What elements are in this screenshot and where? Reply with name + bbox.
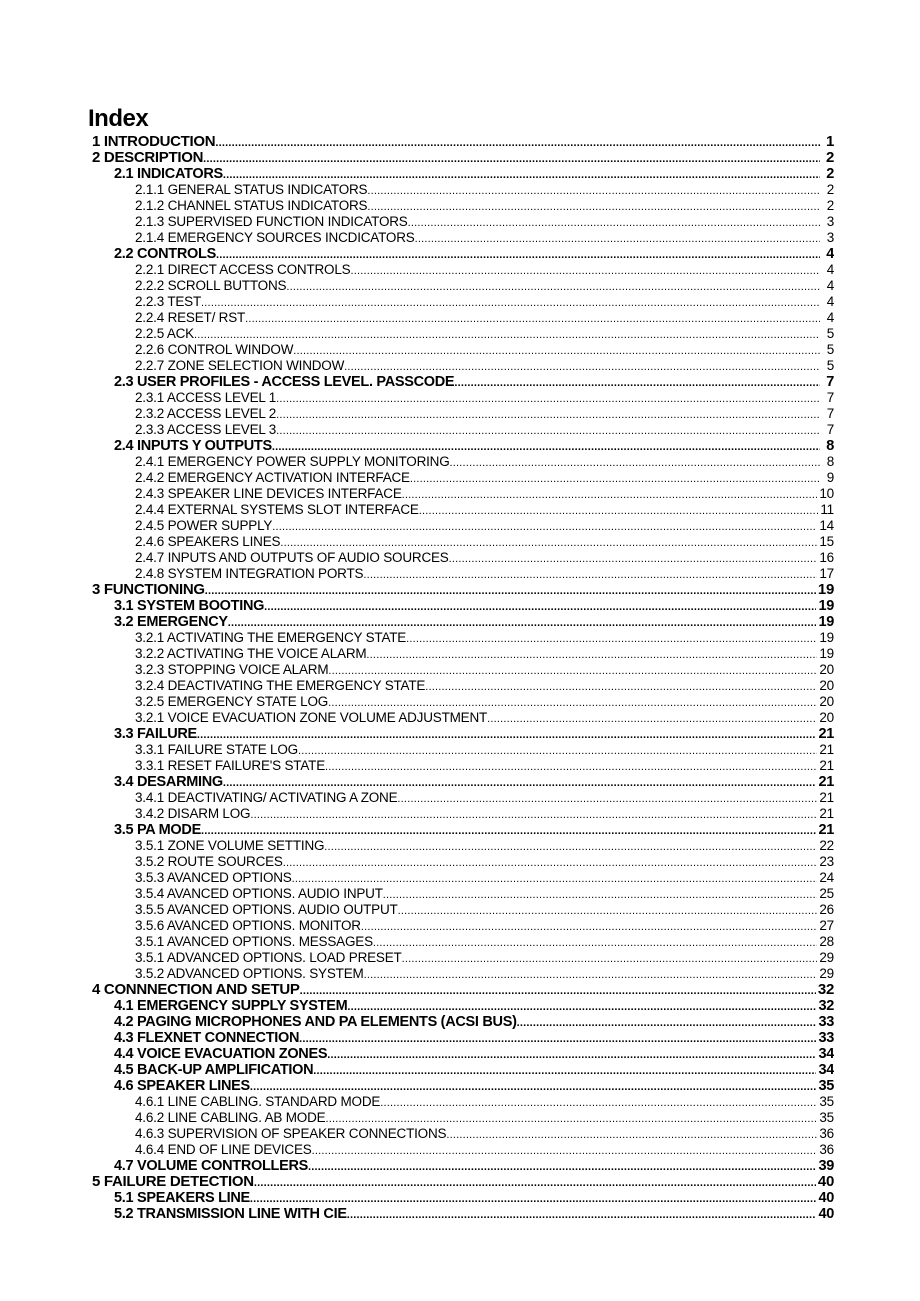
- toc-entry-page-number: 19: [818, 598, 834, 614]
- toc-entry-level-3[interactable]: [92, 710, 834, 726]
- toc-entry-page-number: 36: [819, 1142, 834, 1157]
- toc-entry-level-2[interactable]: [92, 246, 834, 262]
- dot-leader: [272, 519, 817, 534]
- toc-entry-page-number: 21: [818, 774, 834, 790]
- toc-entry-page-number: 34: [818, 1046, 834, 1062]
- toc-entry-page-number: 33: [818, 1014, 834, 1030]
- toc-entry-level-3[interactable]: [92, 230, 834, 246]
- toc-entry-label: 3.5.1 ZONE VOLUME SETTING: [135, 838, 325, 853]
- dot-leader: [298, 743, 817, 758]
- toc-entry-label: 2.4.6 SPEAKERS LINES: [135, 534, 281, 549]
- dot-leader: [366, 647, 817, 662]
- toc-entry-page-number: 21: [819, 742, 834, 757]
- toc-entry-level-3[interactable]: [92, 294, 834, 310]
- dot-leader: [280, 535, 817, 550]
- dot-leader: [415, 231, 820, 246]
- toc-entry-page-number: 7: [826, 390, 834, 405]
- dot-leader: [276, 423, 820, 438]
- dot-leader: [364, 967, 818, 982]
- toc-entry-level-3[interactable]: [92, 182, 834, 198]
- toc-entry-label: 2.4.7 INPUTS AND OUTPUTS OF AUDIO SOURCES: [135, 550, 449, 565]
- toc-entry-level-3[interactable]: [92, 950, 834, 966]
- toc-entry-level-3[interactable]: [92, 758, 834, 774]
- toc-entry-level-3[interactable]: [92, 886, 834, 902]
- toc-entry-page-number: 24: [819, 870, 834, 885]
- toc-entry-label: 2.2.4 RESET/ RST: [135, 310, 246, 325]
- toc-entry-label: 3.3.1 FAILURE STATE LOG: [135, 742, 298, 757]
- toc-entry-label: 3.2.1 ACTIVATING THE EMERGENCY STATE: [135, 630, 407, 645]
- toc-entry-level-3[interactable]: [92, 1110, 834, 1126]
- dot-leader: [308, 1159, 816, 1174]
- toc-entry-label: 3.2.1 VOICE EVACUATION ZONE VOLUME ADJUSTMENT: [135, 710, 488, 725]
- toc-entry-page-number: 34: [818, 1062, 834, 1078]
- toc-entry-page-number: 40: [818, 1190, 834, 1206]
- toc-entry-page-number: 7: [826, 422, 834, 437]
- dot-leader: [201, 295, 820, 310]
- toc-entry-page-number: 28: [819, 934, 834, 949]
- dot-leader: [325, 1111, 817, 1126]
- dot-leader: [328, 663, 817, 678]
- toc-entry-page-number: 21: [819, 758, 834, 773]
- toc-entry-label: 4.6.4 END OF LINE DEVICES: [135, 1142, 312, 1157]
- toc-entry-label: 3.4.2 DISARM LOG: [135, 806, 251, 821]
- toc-entry-label: 4.3 FLEXNET CONNECTION: [114, 1030, 300, 1046]
- toc-entry-label: 4 CONNNECTION AND SETUP: [92, 982, 300, 998]
- toc-entry-level-3[interactable]: [92, 262, 834, 278]
- toc-entry-level-3[interactable]: [92, 806, 834, 822]
- dot-leader: [324, 839, 817, 854]
- dot-leader: [283, 855, 818, 870]
- toc-entry-page-number: 40: [817, 1174, 834, 1190]
- toc-entry-level-2[interactable]: [92, 598, 834, 614]
- toc-entry-page-number: 2: [826, 198, 834, 213]
- dot-leader: [406, 631, 817, 646]
- toc-entry-label: 2.4.8 SYSTEM INTEGRATION PORTS: [135, 566, 364, 581]
- dot-leader: [373, 935, 818, 950]
- toc-entry-label: 2.1 INDICATORS: [114, 166, 223, 182]
- toc-entry-level-3[interactable]: [92, 918, 834, 934]
- toc-entry-page-number: 16: [819, 550, 834, 565]
- toc-entry-level-3[interactable]: [92, 1094, 834, 1110]
- toc-entry-label: 3.5.4 AVANCED OPTIONS. AUDIO INPUT: [135, 886, 383, 901]
- toc-entry-level-3[interactable]: [92, 1126, 834, 1142]
- toc-entry-level-3[interactable]: [92, 1142, 834, 1158]
- toc-entry-label: 4.6.3 SUPERVISION OF SPEAKER CONNECTIONS: [135, 1126, 447, 1141]
- toc-entry-level-1[interactable]: [92, 1174, 834, 1190]
- toc-entry-label: 5 FAILURE DETECTION: [92, 1174, 254, 1190]
- toc-entry-label: 3.4.1 DEACTIVATING/ ACTIVATING A ZONE: [135, 790, 398, 805]
- toc-entry-page-number: 29: [819, 966, 834, 981]
- toc-entry-level-3[interactable]: [92, 518, 834, 534]
- toc-entry-level-2[interactable]: [92, 774, 834, 790]
- toc-entry-level-3[interactable]: [92, 742, 834, 758]
- toc-entry-label: 2.3 USER PROFILES - ACCESS LEVEL. PASSCODE: [114, 374, 455, 390]
- dot-leader: [402, 951, 818, 966]
- toc-entry-level-3[interactable]: [92, 390, 834, 406]
- toc-entry-label: 2.4 INPUTS Y OUTPUTS: [114, 438, 272, 454]
- toc-entry-label: 4.7 VOLUME CONTROLLERS: [114, 1158, 309, 1174]
- toc-entry-label: 3.2.3 STOPPING VOICE ALARM: [135, 662, 329, 677]
- toc-entry-level-3[interactable]: [92, 694, 834, 710]
- toc-entry-level-2[interactable]: [92, 1158, 834, 1174]
- toc-entry-level-2[interactable]: [92, 1078, 834, 1094]
- toc-entry-label: 2.2.6 CONTROL WINDOW: [135, 342, 294, 357]
- toc-entry-level-2[interactable]: [92, 1030, 834, 1046]
- toc-entry-level-3[interactable]: [92, 934, 834, 950]
- dot-leader: [446, 1127, 817, 1142]
- dot-leader: [425, 679, 817, 694]
- toc-entry-level-3[interactable]: [92, 486, 834, 502]
- toc-entry-page-number: 35: [819, 1110, 834, 1125]
- toc-entry-label: 2.1.1 GENERAL STATUS INDICATORS: [135, 182, 368, 197]
- toc-entry-page-number: 9: [826, 470, 834, 485]
- dot-leader: [517, 1015, 817, 1030]
- toc-entry-level-3[interactable]: [92, 790, 834, 806]
- toc-entry-level-3[interactable]: [92, 502, 834, 518]
- toc-entry-label: 3.5.2 ADVANCED OPTIONS. SYSTEM: [135, 966, 364, 981]
- toc-entry-label: 4.6.2 LINE CABLING. AB MODE: [135, 1110, 326, 1125]
- toc-entry-label: 3.2.5 EMERGENCY STATE LOG: [135, 694, 329, 709]
- toc-entry-page-number: 3: [826, 214, 834, 229]
- dot-leader: [312, 1143, 818, 1158]
- toc-entry-page-number: 14: [819, 518, 834, 533]
- toc-entry-label: 2.3.3 ACCESS LEVEL 3: [135, 422, 277, 437]
- dot-leader: [194, 327, 820, 342]
- toc-entry-level-3[interactable]: [92, 214, 834, 230]
- dot-leader: [487, 711, 817, 726]
- toc-entry-page-number: 7: [826, 406, 834, 421]
- toc-entry-label: 2 DESCRIPTION: [92, 150, 204, 166]
- toc-entry-page-number: 22: [819, 838, 834, 853]
- toc-entry-page-number: 36: [819, 1126, 834, 1141]
- dot-leader: [250, 1191, 817, 1206]
- toc-entry-page-number: 27: [819, 918, 834, 933]
- toc-entry-page-number: 5: [826, 342, 834, 357]
- toc-entry-page-number: 4: [826, 262, 834, 277]
- toc-entry-label: 2.2.1 DIRECT ACCESS CONTROLS: [135, 262, 351, 277]
- dot-leader: [410, 471, 820, 486]
- toc-entry-level-3[interactable]: [92, 534, 834, 550]
- toc-entry-level-2[interactable]: [92, 614, 834, 630]
- toc-entry-label: 4.2 PAGING MICROPHONES AND PA ELEMENTS (ACSI BUS): [114, 1014, 517, 1030]
- toc-entry-page-number: 17: [819, 566, 834, 581]
- toc-entry-page-number: 20: [819, 710, 834, 725]
- toc-entry-page-number: 32: [817, 982, 834, 998]
- toc-entry-level-3[interactable]: [92, 470, 834, 486]
- toc-entry-page-number: 4: [826, 278, 834, 293]
- toc-entry-page-number: 4: [826, 310, 834, 325]
- dot-leader: [286, 279, 820, 294]
- toc-entry-label: 5.1 SPEAKERS LINE: [114, 1190, 250, 1206]
- toc-entry-level-3[interactable]: [92, 326, 834, 342]
- dot-leader: [272, 439, 820, 454]
- toc-entry-page-number: 2: [826, 166, 834, 182]
- toc-entry-page-number: 26: [819, 902, 834, 917]
- toc-entry-level-2[interactable]: [92, 998, 834, 1014]
- toc-entry-page-number: 23: [819, 854, 834, 869]
- toc-entry-level-3[interactable]: [92, 854, 834, 870]
- toc-entry-level-3[interactable]: [92, 870, 834, 886]
- toc-entry-level-3[interactable]: [92, 902, 834, 918]
- toc-entry-label: 3.1 SYSTEM BOOTING: [114, 598, 265, 614]
- dot-leader: [350, 263, 820, 278]
- toc-entry-level-1[interactable]: [92, 134, 834, 150]
- dot-leader: [347, 1207, 817, 1222]
- dot-leader: [197, 727, 817, 742]
- toc-entry-level-1[interactable]: [92, 150, 834, 166]
- toc-entry-page-number: 21: [818, 726, 834, 742]
- toc-entry-label: 3.5.6 AVANCED OPTIONS. MONITOR: [135, 918, 361, 933]
- toc-entry-label: 3.5.3 AVANCED OPTIONS: [135, 870, 292, 885]
- toc-entry-level-2[interactable]: [92, 1014, 834, 1030]
- dot-leader: [450, 455, 820, 470]
- toc-entry-label: 2.2.7 ZONE SELECTION WINDOW: [135, 358, 345, 373]
- toc-entry-page-number: 21: [818, 822, 834, 838]
- table-of-contents: [92, 134, 834, 1222]
- toc-entry-page-number: 15: [819, 534, 834, 549]
- dot-leader: [293, 343, 820, 358]
- toc-entry-label: 2.4.4 EXTERNAL SYSTEMS SLOT INTERFACE: [135, 502, 419, 517]
- toc-entry-level-1[interactable]: [92, 982, 834, 998]
- toc-entry-page-number: 19: [819, 646, 834, 661]
- dot-leader: [367, 183, 820, 198]
- toc-entry-level-3[interactable]: [92, 198, 834, 214]
- toc-entry-level-3[interactable]: [92, 550, 834, 566]
- toc-entry-level-3[interactable]: [92, 422, 834, 438]
- toc-entry-level-3[interactable]: [92, 838, 834, 854]
- dot-leader: [276, 407, 820, 422]
- toc-entry-level-2[interactable]: [92, 1190, 834, 1206]
- toc-entry-page-number: 35: [819, 1094, 834, 1109]
- toc-entry-label: 2.3.1 ACCESS LEVEL 1: [135, 390, 277, 405]
- toc-entry-page-number: 2: [826, 182, 834, 197]
- toc-entry-label: 2.1.2 CHANNEL STATUS INDICATORS: [135, 198, 368, 213]
- toc-entry-label: 2.4.2 EMERGENCY ACTIVATION INTERFACE: [135, 470, 410, 485]
- page-title: Index: [88, 105, 149, 132]
- toc-entry-label: 3.5 PA MODE: [114, 822, 201, 838]
- dot-leader: [250, 807, 817, 822]
- dot-leader: [223, 775, 817, 790]
- toc-entry-level-3[interactable]: [92, 342, 834, 358]
- dot-leader: [454, 375, 820, 390]
- toc-entry-page-number: 20: [819, 678, 834, 693]
- dot-leader: [201, 823, 817, 838]
- toc-entry-level-1[interactable]: [92, 582, 834, 598]
- toc-entry-label: 2.3.2 ACCESS LEVEL 2: [135, 406, 277, 421]
- toc-entry-label: 2.2.3 TEST: [135, 294, 202, 309]
- dot-leader: [300, 983, 816, 998]
- toc-entry-label: 4.1 EMERGENCY SUPPLY SYSTEM: [114, 998, 348, 1014]
- toc-entry-label: 3.5.1 ADVANCED OPTIONS. LOAD PRESET: [135, 950, 402, 965]
- dot-leader: [205, 583, 816, 598]
- dot-leader: [228, 615, 817, 630]
- dot-leader: [292, 871, 818, 886]
- dot-leader: [313, 1063, 816, 1078]
- toc-entry-level-3[interactable]: [92, 662, 834, 678]
- toc-entry-level-2[interactable]: [92, 822, 834, 838]
- dot-leader: [299, 1031, 816, 1046]
- toc-entry-page-number: 20: [819, 662, 834, 677]
- toc-entry-label: 3.3.1 RESET FAILURE'S STATE: [135, 758, 325, 773]
- toc-entry-label: 3.2.2 ACTIVATING THE VOICE ALARM: [135, 646, 367, 661]
- toc-entry-label: 2.2.5 ACK: [135, 326, 194, 341]
- toc-entry-label: 3.2.4 DEACTIVATING THE EMERGENCY STATE: [135, 678, 426, 693]
- toc-entry-label: 4.6 SPEAKER LINES: [114, 1078, 250, 1094]
- dot-leader: [347, 999, 816, 1014]
- dot-leader: [361, 919, 818, 934]
- dot-leader: [254, 1175, 816, 1190]
- toc-entry-level-3[interactable]: [92, 310, 834, 326]
- toc-entry-page-number: 21: [819, 790, 834, 805]
- toc-entry-page-number: 8: [826, 438, 834, 454]
- toc-entry-label: 2.2.2 SCROLL BUTTONS: [135, 278, 287, 293]
- toc-entry-level-2[interactable]: [92, 1046, 834, 1062]
- toc-entry-label: 2.1.3 SUPERVISED FUNCTION INDICATORS: [135, 214, 408, 229]
- dot-leader: [344, 359, 820, 374]
- dot-leader: [363, 567, 817, 582]
- toc-entry-page-number: 8: [826, 454, 834, 469]
- dot-leader: [397, 791, 817, 806]
- toc-entry-label: 2.4.1 EMERGENCY POWER SUPPLY MONITORING: [135, 454, 450, 469]
- dot-leader: [250, 1079, 817, 1094]
- toc-entry-level-3[interactable]: [92, 566, 834, 582]
- toc-entry-level-2[interactable]: [92, 166, 834, 182]
- toc-entry-label: 4.4 VOICE EVACUATION ZONES: [114, 1046, 328, 1062]
- toc-entry-page-number: 10: [819, 486, 834, 501]
- dot-leader: [328, 695, 817, 710]
- toc-entry-label: 3.5.5 AVANCED OPTIONS. AUDIO OUTPUT: [135, 902, 398, 917]
- toc-entry-page-number: 20: [819, 694, 834, 709]
- toc-entry-level-3[interactable]: [92, 678, 834, 694]
- toc-entry-page-number: 11: [820, 502, 834, 517]
- toc-entry-level-3[interactable]: [92, 406, 834, 422]
- toc-entry-label: 3.3 FAILURE: [114, 726, 197, 742]
- toc-entry-page-number: 19: [819, 630, 834, 645]
- dot-leader: [398, 903, 818, 918]
- toc-entry-label: 1 INTRODUCTION: [92, 134, 216, 150]
- toc-entry-level-3[interactable]: [92, 966, 834, 982]
- dot-leader: [215, 135, 820, 150]
- toc-entry-label: 3 FUNCTIONING: [92, 582, 205, 598]
- dot-leader: [367, 199, 820, 214]
- dot-leader: [408, 215, 820, 230]
- dot-leader: [203, 151, 820, 166]
- toc-entry-level-2[interactable]: [92, 1062, 834, 1078]
- dot-leader: [327, 1047, 816, 1062]
- toc-entry-label: 2.4.3 SPEAKER LINE DEVICES INTERFACE: [135, 486, 402, 501]
- toc-entry-page-number: 29: [819, 950, 834, 965]
- toc-entry-level-3[interactable]: [92, 454, 834, 470]
- toc-entry-level-2[interactable]: [92, 438, 834, 454]
- toc-entry-page-number: 40: [818, 1206, 834, 1222]
- dot-leader: [264, 599, 816, 614]
- dot-leader: [383, 887, 818, 902]
- toc-entry-page-number: 19: [818, 614, 834, 630]
- toc-entry-page-number: 7: [826, 374, 834, 390]
- toc-entry-page-number: 1: [825, 134, 834, 150]
- toc-entry-label: 5.2 TRANSMISSION LINE WITH CIE: [114, 1206, 347, 1222]
- toc-entry-level-3[interactable]: [92, 278, 834, 294]
- toc-entry-label: 3.5.1 AVANCED OPTIONS. MESSAGES: [135, 934, 373, 949]
- dot-leader: [216, 247, 820, 262]
- toc-entry-page-number: 25: [819, 886, 834, 901]
- dot-leader: [419, 503, 819, 518]
- toc-entry-level-2[interactable]: [92, 726, 834, 742]
- toc-entry-level-3[interactable]: [92, 646, 834, 662]
- toc-entry-label: 3.2 EMERGENCY: [114, 614, 228, 630]
- toc-entry-page-number: 5: [826, 326, 834, 341]
- dot-leader: [245, 311, 820, 326]
- toc-entry-page-number: 4: [826, 246, 834, 262]
- toc-entry-page-number: 21: [819, 806, 834, 821]
- toc-entry-page-number: 3: [826, 230, 834, 245]
- toc-entry-label: 2.1.4 EMERGENCY SOURCES INCDICATORS: [135, 230, 415, 245]
- dot-leader: [325, 759, 817, 774]
- toc-entry-page-number: 35: [818, 1078, 834, 1094]
- toc-entry-level-3[interactable]: [92, 630, 834, 646]
- toc-entry-label: 4.6.1 LINE CABLING. STANDARD MODE: [135, 1094, 381, 1109]
- toc-entry-page-number: 39: [818, 1158, 834, 1174]
- toc-entry-label: 2.2 CONTROLS: [114, 246, 216, 262]
- toc-entry-level-2[interactable]: [92, 1206, 834, 1222]
- dot-leader: [380, 1095, 817, 1110]
- toc-entry-page-number: 4: [826, 294, 834, 309]
- toc-entry-page-number: 2: [825, 150, 834, 166]
- toc-entry-level-3[interactable]: [92, 358, 834, 374]
- toc-entry-label: 4.5 BACK-UP AMPLIFICATION: [114, 1062, 314, 1078]
- dot-leader: [223, 167, 820, 182]
- toc-entry-page-number: 19: [817, 582, 834, 598]
- toc-entry-level-2[interactable]: [92, 374, 834, 390]
- dot-leader: [449, 551, 818, 566]
- toc-entry-page-number: 32: [818, 998, 834, 1014]
- toc-entry-page-number: 33: [818, 1030, 834, 1046]
- toc-entry-label: 3.4 DESARMING: [114, 774, 223, 790]
- dot-leader: [402, 487, 818, 502]
- toc-entry-page-number: 5: [826, 358, 834, 373]
- toc-entry-label: 2.4.5 POWER SUPPLY: [135, 518, 273, 533]
- toc-entry-label: 3.5.2 ROUTE SOURCES: [135, 854, 283, 869]
- dot-leader: [276, 391, 820, 406]
